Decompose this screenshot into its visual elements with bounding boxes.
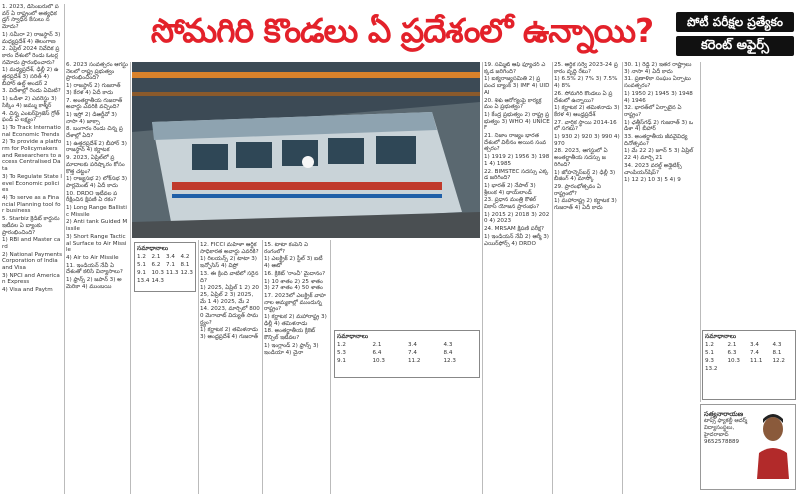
column-5 <box>484 62 550 492</box>
answer-cell: 1.2 <box>137 254 146 260</box>
author-portrait <box>753 409 793 479</box>
question-line: 3) Short Range Tactical Surface to Air Missile <box>66 233 127 254</box>
question-line: 10. DRDO ఇటీవల పరీక్షించిన క్షిపణి ఏ రకం? <box>66 190 118 204</box>
answers-box-c <box>702 330 796 400</box>
answers-title: సమాధానాలు <box>705 333 737 340</box>
question-line: 3. విదేశాల్లో రెండు ఏమిటి? <box>2 88 61 95</box>
answer-cell: 9.1 <box>337 358 346 364</box>
answer-cell: 6.4 <box>372 350 382 356</box>
answer-cell: 10.3 <box>727 358 740 364</box>
metro-train-photo <box>132 62 480 238</box>
question-line: 1) To Track International Economic Trends <box>2 124 61 138</box>
answer-cell: 2.1 <box>372 342 382 348</box>
answer-cell: 12.2 <box>772 358 785 364</box>
question-line: 2) Anti tank Guided Missile <box>66 219 128 233</box>
question-line: 1) 2015 2) 2018 3) 2020 4) 2023 <box>484 211 550 225</box>
question-line: 24. MRSAM క్షిపణి పరీక్ష? <box>484 226 544 233</box>
question-line: 6. 2023 సంవత్సరం ఆగస్టు నెలలో రాష్ట్ర ప్రభుత్వం ప్రారంభించింది? <box>66 62 128 82</box>
answer-cell: 1.2 <box>705 342 714 348</box>
question-line: 4) Air to Air Missile <box>66 254 119 261</box>
question-line: 1) 1919 2) 1956 3) 1981 4) 1985 <box>484 154 550 167</box>
question-line: 1) 10 శాతం 2) 25 శాతం 3) 27 శాతం 4) 50 శాతం <box>264 278 323 292</box>
author-desc: టాప్స్ ఫ్యాకల్టీ ఆదర్శ్ విద్యాసంస్థలు, హైదరాబాద్ <box>704 418 748 438</box>
question-line: 1) ఇంగ్లాండ్ 2) ఫ్రాన్స్ 3) ఇండియా 4) చైనా <box>264 342 319 356</box>
answer-cell <box>166 277 179 285</box>
question-line: 1) మే 22 2) జూన్ 5 3) ఏప్రిల్ 22 4) మార్చి 21 <box>624 148 694 162</box>
question-line: 1) ఉత్తరప్రదేశ్ 2) బీహార్ 3) రాజస్థాన్ 4) కర్ణాటక <box>66 140 127 154</box>
question-line: 19. సమ్మిట్ ఆఫ్ ఫ్యూచర్ ఎక్కడ జరిగింది? <box>484 62 546 75</box>
answer-cell: 12.3 <box>443 358 456 364</box>
question-line: 20. శిశు ఆరోగ్యంపై కార్యక్రమం ఏ ప్రభుత్వం? <box>484 97 542 111</box>
answer-cell: 3.4 <box>166 254 175 260</box>
answer-cell: 14.3 <box>151 278 164 284</box>
question-line: 1) రాజస్థాన్ 2) గుజరాత్ 3) కేరళ 4) ఏదీ కాదు <box>66 83 121 96</box>
answer-cell: 5.1 <box>137 262 146 268</box>
answer-cell: 4.3 <box>443 342 453 348</box>
question-line: 1) ఐక్యరాజ్యసమితి 2) ప్రపంచ బ్యాంక్ 3) IMF 4) UIDAI <box>484 76 550 96</box>
question-line: 28. 2023, ఆగస్టులో ఏ అంతర్జాతీయ సదస్సు జరిగింది? <box>554 148 608 168</box>
question-line: 3) NPCI and American Express <box>2 272 60 286</box>
answers-box-a <box>134 242 196 292</box>
question-line: 9. 2023, ఏప్రిల్‌లో ప్రమాదాలకు పరిష్కారం కోసం కొత్త చట్టం? <box>66 155 125 175</box>
question-line: 30. 1) రెడ్డి 2) ఇతర రాష్ట్రాలు 3) నాసా 4) ఏదీ కాదు <box>624 62 692 75</box>
special-tag: పోటీ పరీక్షల ప్రత్యేకం <box>676 12 794 32</box>
question-line: 29. ప్రారంభోత్సవం ఏ రాష్ట్రంలో? <box>554 183 601 197</box>
question-line: 33. అంతర్జాతీయ జీవవైవిధ్య దినోత్సవం? <box>624 134 688 147</box>
question-line: 18. అంతర్జాతీయ క్రికెట్ కౌన్సిల్ ఇటీవల? <box>264 328 316 342</box>
answers-title: సమాధానాలు <box>337 333 369 340</box>
answer-cell <box>181 277 194 285</box>
answer-cell: 5.3 <box>337 350 346 356</box>
answer-cell <box>750 365 771 373</box>
answer-cell: 6.2 <box>151 262 161 268</box>
answer-cell: 10.3 <box>151 270 164 276</box>
question-line: 8. బంగారం రెండు చిన్న ప్రదేశాల్లో ఏది? <box>66 126 123 140</box>
question-line: 15. టాటా కంపెనీ ఏ రంగంలో? <box>264 242 309 255</box>
answer-cell: 13.2 <box>705 366 718 372</box>
question-line: 25. ఆర్థిక సర్వే 2023-24 ప్రకారం వృద్ధి రేటు? <box>554 62 618 75</box>
question-line: 1) Long Range Ballistic Missile <box>66 205 127 218</box>
question-line: 1) రాజ్యసభ 2) లోక్‌సభ 3) పార్లమెంట్ 4) ఏదీ కాదు <box>66 176 128 189</box>
question-line: 4) Visa and Paytm <box>2 287 53 294</box>
question-line: 1) రిలయన్స్ 2) టాటా 3) ఇన్ఫోసిస్ 4) విప్రో <box>200 256 257 270</box>
column-1 <box>2 4 62 492</box>
question-line: 14. 2023, మార్చిలో 8000 మెగావాట్ విద్యుత్ సామర్థ్యం? <box>200 306 260 326</box>
question-line: 1) కేంద్ర ప్రభుత్వం 2) రాష్ట్ర ప్రభుత్వం 3) WHO 4) UNICEF <box>484 111 550 132</box>
answer-cell: 8.1 <box>180 262 190 268</box>
question-line: 13. ఈ క్రింది వాటిలో సరైనది? <box>200 270 259 284</box>
question-line: 32. భారత్‌లో ఏర్పాటైన ఏ రాష్ట్రం? <box>624 105 682 118</box>
column-4 <box>264 242 328 492</box>
answer-cell: 3.4 <box>408 342 417 348</box>
question-line: 2. ఏప్రిల్ 2024 నివేదిక ప్రకారం దేశంలో రెండు ఓటర్ల నమోదు ప్రారంభించారు? <box>2 46 60 66</box>
question-line: 1) ఇండియన్ నేవీ 2) ఆర్మీ 3) ఎయిర్‌ఫోర్స్ 4) DRDO <box>484 233 549 247</box>
question-line: 23. ప్రధాన మంత్రి కౌశల్ వికాస్ యోజన ప్రారంభం? <box>484 197 540 211</box>
answers-box-b <box>334 330 480 378</box>
question-line: 1) కర్ణాటక 2) తమిళనాడు 3) కేరళ 4) ఆంధ్రప్రదేశ్ <box>554 105 620 118</box>
question-line: 4. చిన్న ఎంటర్‌ప్రైజెస్ గ్రోత్ ఫండ్ ఏ లక్ష్యం? <box>2 110 60 124</box>
author-card <box>700 404 796 490</box>
question-line: 1) 6.5% 2) 7% 3) 7.5% 4) 8% <box>554 76 618 90</box>
column-2 <box>66 62 128 492</box>
author-name: సత్యనారాయణ <box>704 410 744 418</box>
question-line: 2) National Payments Corporation of India and Visa <box>2 251 62 272</box>
answer-cell: 4.3 <box>772 342 782 348</box>
question-line: 1) RBI and Master card <box>2 237 61 250</box>
answer-cell: 1.2 <box>337 342 346 348</box>
author-phone: 9652578889 <box>704 439 739 445</box>
answer-cell: 6.3 <box>727 350 737 356</box>
question-line: 1) ఎలక్ట్రిక్ 2) స్టీల్ 3) ఐటీ 4) ఆటో <box>264 256 323 270</box>
question-line: 4) To serve as a Financial Planning tool for business <box>2 194 61 215</box>
question-line: 1) 930 2) 920 3) 990 4) 970 <box>554 134 620 147</box>
question-line: 16. క్రికెట్ 'రాంచీ' మైదానం? <box>264 270 326 277</box>
answer-cell: 8.1 <box>772 350 782 356</box>
question-line: 1) ఫ్రాన్స్ 2) జపాన్ 3) అమెరికా 4) ముంబయి <box>66 277 122 290</box>
answer-cell: 8.4 <box>443 350 453 356</box>
question-line: 1) 1950 2) 1945 3) 1948 4) 1946 <box>624 90 693 104</box>
question-line: 34. 2023 వరల్డ్ అథ్లెటిక్స్ చాంపియన్‌షిప్? <box>624 162 682 176</box>
metro-train-illustration <box>132 62 480 238</box>
answer-cell: 3.4 <box>750 342 759 348</box>
question-line: 1) 2025, ఏప్రిల్ 1 2) 2025, ఏప్రిల్ 2 3) 2025, మే 1 4) 2025, మే 2 <box>200 285 259 305</box>
answer-cell: 11.3 <box>166 270 179 276</box>
answer-cell: 11.2 <box>408 358 421 364</box>
question-line: 1) 12 2) 10 3) 5 4) 9 <box>624 177 681 184</box>
question-line: 31. ప్రణాళికా సంఘం ఏర్పాటు సంవత్సరం? <box>624 76 691 90</box>
question-line: 5. Starbiz క్రెడిట్ కార్డును ఇటీవల ఏ బ్యాంకు ప్రారంభించింది? <box>2 216 60 236</box>
question-line: 7. అంతర్జాతీయ గుజరాత్ అవార్డు ఎవరికి వచ్చింది? <box>66 97 123 111</box>
question-line: 21. నిజాం రాజ్యం భారతదేశంలో విలీనం అయిన సంవత్సరం? <box>484 133 547 153</box>
answer-cell: 9.1 <box>137 270 146 276</box>
question-line: 1) సమీరా 2) రాజస్థాన్ 3) మధ్యప్రదేశ్ 4) తెలంగాణ <box>2 31 61 45</box>
question-line: 27. వార్షిక స్థాయి 2014-16 లో సగటు? <box>554 119 617 133</box>
answer-cell: 13.4 <box>137 278 150 284</box>
column-6 <box>554 62 620 492</box>
answer-cell: 7.4 <box>750 350 759 356</box>
answer-cell: 5.1 <box>705 350 714 356</box>
question-line: 1) జోహన్నెస్‌బర్గ్ 2) ఢిల్లీ 3) బీజింగ్ 4) మాస్కో <box>554 169 616 183</box>
question-line: 1. 2023, డిసెంబరులో పవర్ ఏ రాష్ట్రంలో అత్యధిక డ్రగ్ స్వాధీన కేసులు నమోదు? <box>2 4 59 31</box>
question-line: 1) ఒడిశా 2) ఎవరెస్టు 3) సిక్కిం 4) జమ్ము కాశ్మీర్ <box>2 96 57 109</box>
column-3 <box>200 242 260 492</box>
question-line: 1) మధ్యప్రదేశ్, ఢిల్లీ 2) ఉత్తరప్రదేశ్ 3) సరిత్‌ 4) బీహార్ ఉల్డ్ అండర్ 2 <box>2 67 59 87</box>
question-line: 1) ఛత్తీస్‌గఢ్ 2) గుజరాత్ 3) ఒడిశా 4) బీహార్ <box>624 119 694 133</box>
answer-cell: 7.1 <box>166 262 175 268</box>
answer-cell: 2.1 <box>727 342 737 348</box>
question-line: 3) To Regulate State level Economic policies <box>2 173 62 194</box>
answer-cell: 9.3 <box>705 358 714 364</box>
question-line: 1) భారత్ 2) నేపాల్ 3) శ్రీలంక 4) థాయ్‌లాండ్ <box>484 182 536 196</box>
question-line: 1) కర్ణాటక 2) తమిళనాడు 3) ఆంధ్రప్రదేశ్ 4) గుజరాత్ <box>200 327 258 341</box>
column-7 <box>624 62 698 402</box>
answers-grid <box>137 253 193 285</box>
answer-cell: 10.3 <box>372 358 385 364</box>
section-tag: కరెంట్ అఫైర్స్ <box>676 36 794 56</box>
answer-cell: 4.2 <box>180 254 190 260</box>
question-line: 17. 2023లో ఎలక్ట్రిక్ వాహనాల అమ్మకాల్లో ముందున్న రాష్ట్రం? <box>264 292 326 313</box>
question-line: 22. BIMSTEC సదస్సు ఎక్కడ జరిగింది? <box>484 168 549 182</box>
question-line: 12. FICCI మహిళా ఆర్థిక సాధికారత అవార్డు ఎవరికి? <box>200 242 259 255</box>
question-line: 1) మహారాష్ట్ర 2) కర్ణాటక 3) గుజరాత్ 4) ఏదీ కాదు <box>554 198 617 212</box>
answer-cell: 2.1 <box>151 254 161 260</box>
answers-grid <box>705 341 793 373</box>
question-line: 1) కర్ణాటక 2) మహారాష్ట్ర 3) ఢిల్లీ 4) తమిళనాడు <box>264 314 327 327</box>
question-line: 26. సోమగిరి కొండలు ఏ ప్రదేశంలో ఉన్నాయి? <box>554 90 613 104</box>
question-line: 2) To provide a platform for Policymakers and Researchers to access Centralised Data <box>2 139 62 173</box>
question-line: 1) ఇస్రో 2) డిఆర్డీవో 3) నాసా 4) జాక్సా <box>66 111 117 125</box>
answer-cell: 11.1 <box>750 358 763 364</box>
headline: సోమగిరి కొండలు ఏ ప్రదేశంలో ఉన్నాయి? <box>150 11 654 50</box>
question-line: 11. ఇండియన్ నేవీ ఏ దేశంతో కలిసి విన్యాసాలు? <box>66 262 123 276</box>
answer-cell <box>773 365 794 373</box>
answers-grid <box>337 341 477 365</box>
answer-cell: 7.4 <box>408 350 417 356</box>
answer-cell <box>728 365 749 373</box>
answer-cell: 12.3 <box>180 270 193 276</box>
answers-title: సమాధానాలు <box>137 245 169 252</box>
